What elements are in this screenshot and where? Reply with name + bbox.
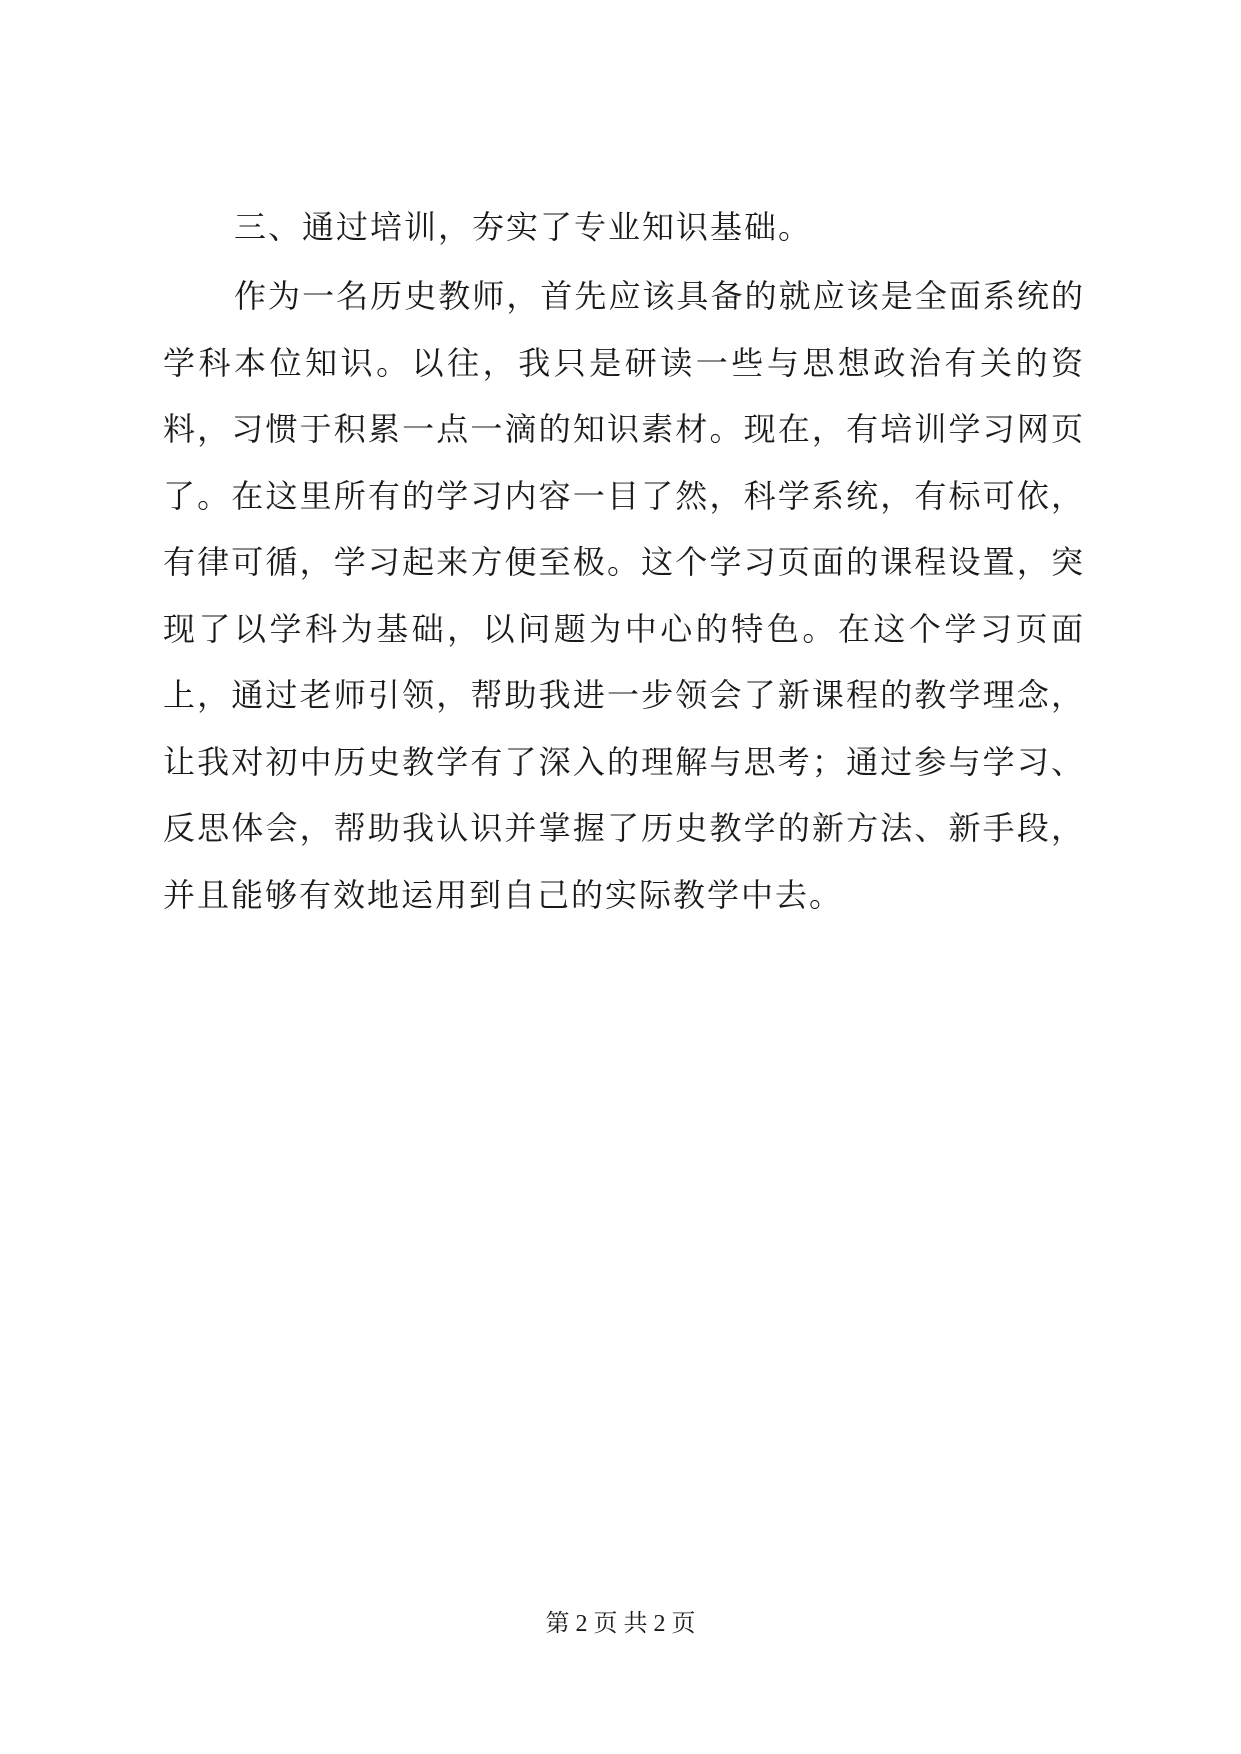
page-number-footer: 第 2 页 共 2 页 [545,1611,696,1637]
document-body [163,205,1085,928]
body-paragraph: 作为一名历史教师，首先应该具备的就应该是全面系统的学科本位知识。以往，我只是研读一些与思想政治有关的资料，习惯于积累一点一滴的知识素材。现在，有培训学习网页了。在这里所有的学习内容一目了然，科学系统，有标可依，有律可循，学习起来方便至极。这个学习页面的课程设置，突现了以学科为基础，以问题为中心的特色。在这个学习页面上，通过老师引领，帮助我进一步领会了新课程的教学理念，让我对初中历史教学有了深入的理解与思考；通过参与学习、反思体会，帮助我认识并掌握了历史教学的新方法、新手段，并且能够有效地运用到自己的实际教学中去。 [163,277,1085,914]
section-heading: 三、通过培训，夯实了专业知识基础。 [234,208,813,246]
